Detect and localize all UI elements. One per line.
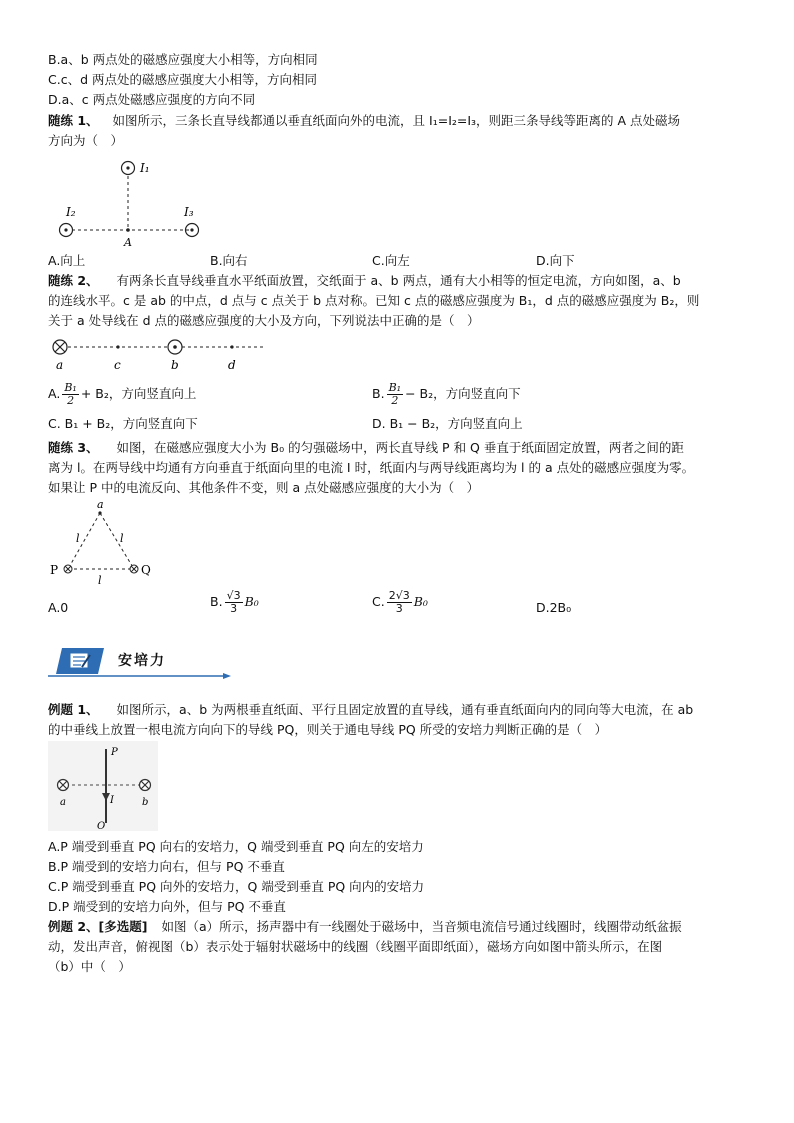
- label-current: I: [110, 795, 114, 806]
- label-a-vertex: a: [97, 498, 104, 511]
- label-a: a: [56, 358, 64, 372]
- ex3-option-d[interactable]: D.2B₀: [536, 600, 572, 615]
- ex4-option-d[interactable]: D.P 端受到的安培力向外，但与 PQ 不垂直: [48, 899, 286, 914]
- option-d-prev: D.a、c 两点处磁感应强度的方向不同: [48, 92, 256, 107]
- exercise-2-label: 随练 2、: [48, 273, 99, 288]
- ex1-option-b[interactable]: B.向右: [210, 253, 248, 268]
- example-2-line3: （b）中（ ）: [48, 959, 131, 974]
- exercise-3-label: 随练 3、: [48, 440, 99, 455]
- exercise-3-line3: 如果让 P 中的电流反向、其他条件不变，则 a 点处磁感应强度的大小为（ ）: [48, 480, 480, 495]
- exercise-2-text: 有两条长直导线垂直水平纸面放置，交纸面于 a、b 两点，通有大小相等的恒定电流，方向如图，a、b: [116, 273, 681, 288]
- label-q: Q: [141, 563, 151, 577]
- wire-b-out-of-page: [168, 340, 182, 354]
- wire-q-into-page: [130, 565, 138, 573]
- ex1-option-a[interactable]: A.向上: [48, 253, 86, 268]
- example-1-figure: [48, 741, 158, 831]
- exercise-3-line1: [48, 438, 684, 458]
- ex1-option-c[interactable]: C.向左: [372, 253, 410, 268]
- exercise-3-figure: [48, 498, 178, 588]
- ex4-option-c[interactable]: C.P 端受到垂直 PQ 向外的安培力，Q 端受到垂直 PQ 向内的安培力: [48, 879, 425, 894]
- wire-p-into-page: [64, 565, 72, 573]
- section-title: 安培力: [118, 653, 166, 669]
- example-1-line1: [48, 700, 693, 720]
- exercise-2-line1: [48, 271, 681, 291]
- label-i2: I₂: [66, 205, 76, 219]
- exercise-3-text: 如图，在磁感应强度大小为 B₀ 的匀强磁场中，两长直导线 P 和 Q 垂直于纸面固定放置，两者之间的距: [116, 440, 684, 455]
- exercise-2-line3: 关于 a 处导线在 d 点的磁感应强度的大小及方向，下列说法中正确的是（ ）: [48, 313, 480, 328]
- label-p: P: [50, 563, 59, 577]
- label-i1: I₁: [140, 161, 150, 175]
- example-1-label: 例题 1、: [48, 702, 99, 717]
- exercise-1-figure: [50, 152, 220, 250]
- ex2-option-b[interactable]: B. $\frac{\text{B₁}}{2}$ − B₂，方向竖直向下: [372, 381, 521, 407]
- ex3-option-c[interactable]: C. $\frac{2√3}{3}$ B₀: [372, 589, 428, 615]
- ex4-option-a[interactable]: A.P 端受到垂直 PQ 向右的安培力，Q 端受到垂直 PQ 向左的安培力: [48, 839, 424, 854]
- example-1-line2: 的中垂线上放置一根电流方向向下的导线 PQ，则关于通电导线 PQ 所受的安培力判断正确的是（ ）: [48, 722, 608, 737]
- exercise-3-line2: 离为 l。在两导线中均通有方向垂直于纸面向里的电流 I 时，纸面内与两导线距离均为 l 的 a 点处的磁感应强度为零。: [48, 460, 695, 475]
- example-2-line1: [48, 917, 682, 937]
- wire-a-into-page: [53, 340, 67, 354]
- wire-i2-out: [60, 224, 73, 237]
- ex2-option-d[interactable]: D. B₁ − B₂，方向竖直向上: [372, 416, 523, 431]
- exercise-1-line2: 方向为（ ）: [48, 133, 124, 148]
- ex2-option-c[interactable]: C. B₁ + B₂，方向竖直向下: [48, 416, 198, 431]
- exercise-1-label: 随练 1、: [48, 113, 99, 128]
- label-p-end: P: [111, 747, 118, 758]
- label-b-wire: b: [142, 797, 149, 808]
- label-l-bottom: l: [98, 574, 102, 587]
- label-c: c: [114, 358, 121, 372]
- exercise-1-text: 如图所示，三条长直导线都通以垂直纸面向外的电流，且 I₁=I₂=I₃，则距三条导线等距离的 A 点处磁场: [112, 113, 681, 128]
- option-b-prev: B.a、b 两点处的磁感应强度大小相等，方向相同: [48, 52, 318, 67]
- label-a-wire: a: [60, 797, 66, 808]
- example-1-diagram: [48, 741, 158, 831]
- wire-i1-out: [122, 162, 135, 175]
- label-l-left: l: [76, 532, 80, 545]
- wire-b-into-page: [140, 780, 151, 791]
- ex3-option-a[interactable]: A.0: [48, 600, 69, 615]
- label-i3: I₃: [184, 205, 194, 219]
- ex2-option-a[interactable]: A. $\frac{\text{B₁}}{2}$ + B₂，方向竖直向上: [48, 381, 197, 407]
- example-2-label: 例题 2、[多选题]: [48, 919, 148, 934]
- label-l-right: l: [120, 532, 124, 545]
- section-header: [48, 642, 233, 682]
- label-d: d: [228, 358, 236, 372]
- label-a-point: A: [124, 236, 132, 249]
- label-q-end: O: [97, 821, 106, 831]
- ex1-option-d[interactable]: D.向下: [536, 253, 575, 268]
- option-c-prev: C.c、d 两点处的磁感应强度大小相等，方向相同: [48, 72, 317, 87]
- exercise-1-line1: [48, 111, 680, 131]
- exercise-2-figure: [48, 334, 273, 376]
- example-1-text: 如图所示，a、b 为两根垂直纸面、平行且固定放置的直导线，通有垂直纸面向内的同向等大电流，在 ab: [116, 702, 694, 717]
- wire-a-into-page: [58, 780, 69, 791]
- ex4-option-b[interactable]: B.P 端受到的安培力向右，但与 PQ 不垂直: [48, 859, 285, 874]
- example-2-line2: 动，发出声音，俯视图（b）表示处于辐射状磁场中的线圈（线圈平面即纸面），磁场方向如图中箭头所示，在图: [48, 939, 663, 954]
- ex3-option-b[interactable]: B. $\frac{√3}{3}$ B₀: [210, 589, 259, 615]
- exercise-2-line2: 的连线水平。c 是 ab 的中点，d 点与 c 点关于 b 点对称。已知 c 点的磁感应强度为 B₁，d 点的磁感应强度为 B₂，则: [48, 293, 700, 308]
- label-b: b: [171, 358, 179, 372]
- example-2-text: 如图（a）所示，扬声器中有一线圈处于磁场中，当音频电流信号通过线圈时，线圈带动纸盆振: [161, 919, 682, 934]
